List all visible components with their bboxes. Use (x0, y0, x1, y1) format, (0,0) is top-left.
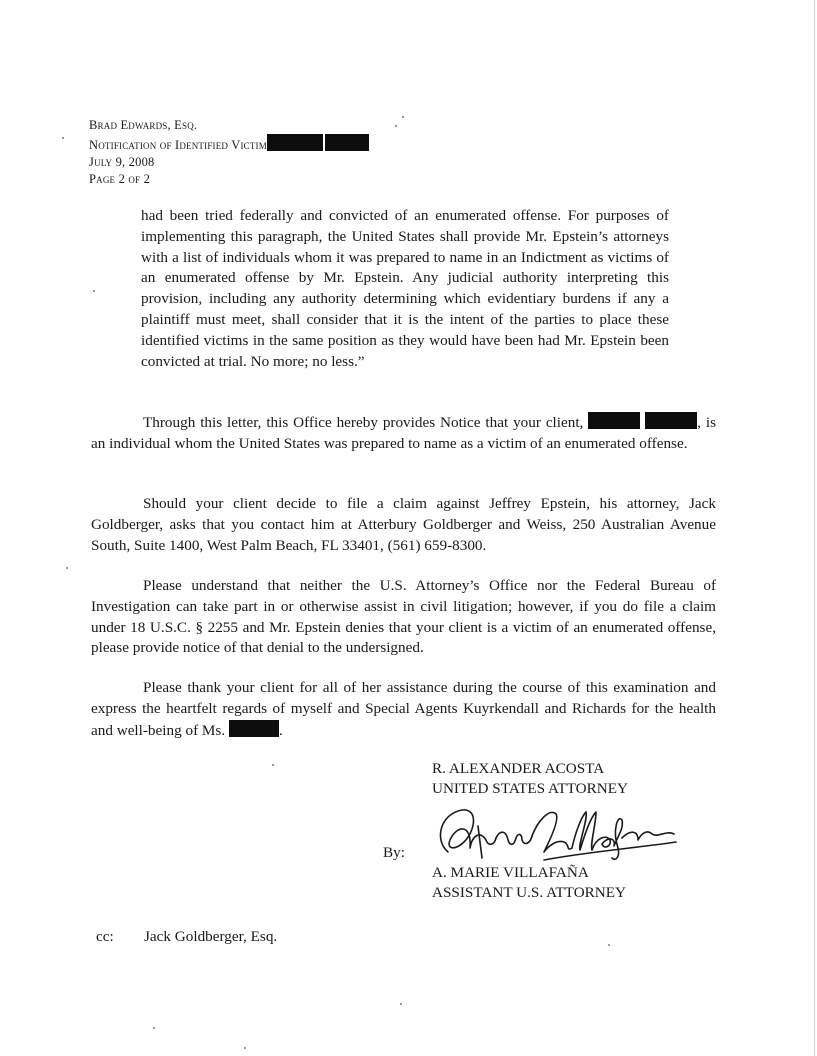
letter-header (89, 117, 369, 188)
page-edge (814, 0, 815, 1056)
cc-label: cc: (96, 928, 114, 945)
thanks-text-end: . (278, 721, 283, 739)
civil-litigation-paragraph: Please understand that neither the U.S. Attorney’s Office nor the Federal Bureau of Investigation can take part in or otherwise assist in civil litigation; however, if you do file a claim under 18 U.S.C. § 2255 and Mr. Epstein denies that your client is a victim of an enumerated offense, please provide notice of that denial to the undersigned. (91, 577, 716, 657)
header-date: July 9, 2008 (89, 155, 155, 169)
handwritten-signature-icon (426, 800, 686, 870)
scan-speck (62, 137, 64, 139)
notice-paragraph (91, 412, 716, 455)
assistant-attorney-block (432, 863, 626, 902)
scan-speck (272, 764, 274, 766)
header-subject-line (89, 134, 369, 154)
scan-speck (395, 125, 397, 127)
scan-speck (244, 1047, 246, 1049)
thanks-text: Please thank your client for all of her assistance during the course of this examination and express the heartfelt regards of myself and Special Agents Kuyrkendall and Richards for the health and well-being of Ms. (91, 679, 716, 739)
notice-text-start: Through this letter, this Office hereby provides Notice that your client, (143, 414, 584, 431)
scan-speck (400, 1003, 402, 1005)
notice-text-end: , is an individual whom the United States was prepared to name as a victim of an enumerated offense. (91, 414, 717, 452)
assistant-attorney-name: A. MARIE VILLAFAÑA (432, 864, 589, 881)
scan-speck (153, 1027, 155, 1029)
thanks-paragraph (91, 678, 716, 741)
signatory-name: R. ALEXANDER ACOSTA (432, 760, 605, 777)
signatory-block (432, 759, 628, 798)
signatory-title: UNITED STATES ATTORNEY (432, 779, 628, 797)
redaction-block (588, 412, 640, 429)
carbon-copy-line (96, 928, 277, 946)
scan-speck (93, 290, 95, 292)
redaction-block (229, 720, 279, 737)
redaction-block (267, 134, 323, 151)
scan-speck (66, 567, 68, 569)
redaction-block (325, 134, 369, 151)
assistant-attorney-title: ASSISTANT U.S. ATTORNEY (432, 883, 627, 901)
scan-speck (608, 944, 610, 946)
by-label: By: (383, 844, 405, 861)
header-recipient: Brad Edwards, Esq. (89, 118, 198, 132)
header-page-number: Page 2 of 2 (89, 172, 151, 186)
header-subject: Notification of Identified Victim (89, 138, 267, 152)
contact-paragraph: Should your client decide to file a claim against Jeffrey Epstein, his attorney, Jack Goldberger, asks that you contact him at Atterbury Goldberger and Weiss, 250 Australian Avenue South, Suite 1400, West Palm Beach, FL 33401, (561) 659-8300. (91, 495, 716, 554)
scan-speck (402, 116, 404, 118)
quoted-paragraph: had been tried federally and convicted of an enumerated offense. For purposes of implementing this paragraph, the United States shall provide Mr. Epstein’s attorneys with a list of individuals whom it was prepared to name in an Indictment as victims of an enumerated offense by Mr. Epstein. Any judicial authority interpreting this provision, including any authority determining which evidentiary burdens if any a plaintiff must meet, shall consider that it is the intent of the parties to place these identified victims in the same position as they would have been had Mr. Epstein been convicted at trial. No more; no less.” (141, 207, 669, 370)
cc-recipient: Jack Goldberger, Esq. (144, 928, 278, 945)
redaction-block (645, 412, 697, 429)
